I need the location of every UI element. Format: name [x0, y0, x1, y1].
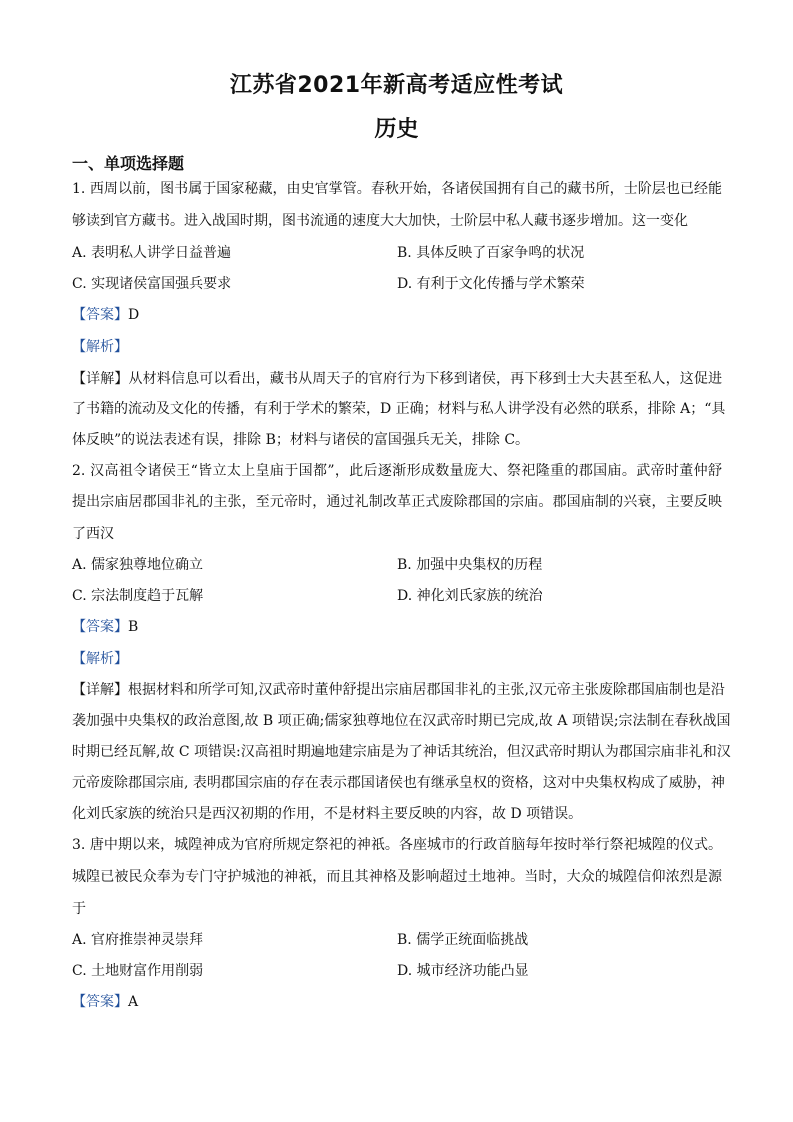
question-2-option-d: D. 神化刘氏家族的统治: [397, 588, 543, 604]
question-2-detail-line: 时期已经瓦解,故 C 项错误:汉高祖时期遍地建宗庙是为了神话其统治，但汉武帝时期认为郡国宗庙非礼和汉: [72, 744, 731, 760]
question-2-stem-line: 2. 汉高祖令诸侯王“皆立太上皇庙于国都”，此后逐渐形成数量庞大、祭祀隆重的郡国庙。武帝时董仲舒: [72, 463, 722, 479]
question-1-analysis: [72, 337, 722, 357]
question-2-analysis: [72, 649, 722, 669]
detail-label: 【详解】: [72, 682, 128, 698]
question-1-option-c: C. 实现诸侯富国强兵要求: [72, 276, 232, 292]
question-1-detail-line: 了书籍的流动及文化的传播，有利于学术的繁荣，D 正确；材料与私人讲学没有必然的联系，排除 A；“具: [72, 401, 726, 417]
answer-label: 【答案】: [72, 994, 128, 1010]
detail-text: 从材料信息可以看出，藏书从周天子的官府行为下移到诸侯，再下移到士大夫甚至私人，这促进: [128, 371, 723, 387]
question-1-answer: [72, 305, 722, 325]
question-2-stem-line: 提出宗庙居郡国非礼的主张，至元帝时，通过礼制改革正式废除郡国的宗庙。郡国庙制的兴衰，主要反映: [72, 494, 722, 510]
question-1-option-d: D. 有利于文化传播与学术繁荣: [397, 276, 585, 292]
subject-title: 历史: [374, 117, 419, 142]
question-3-stem-line: 城隍已被民众奉为专门守护城池的神祇，而且其神格及影响超过土地神。当时，大众的城隍信仰浓烈是源: [72, 869, 722, 885]
question-2-detail-line: 元帝废除郡国宗庙, 表明郡国宗庙的存在表示郡国诸侯也有继承皇权的资格，这对中央集权构成了威胁，神: [72, 775, 725, 791]
question-2-answer: [72, 617, 722, 637]
exam-title: 江苏省2021年新高考适应性考试: [229, 73, 564, 98]
analysis-label: 【解析】: [72, 651, 128, 667]
question-1-detail-line: [72, 369, 722, 389]
answer-label: 【答案】: [72, 307, 128, 323]
question-3-stem-line: 3. 唐中期以来，城隍神成为官府所规定祭祀的神祇。各座城市的行政首脑每年按时举行祭祀城隍的仪式。: [72, 837, 722, 853]
question-2-detail-line: [72, 680, 725, 700]
question-3-answer: [72, 992, 722, 1012]
question-2-stem-line: 了西汉: [72, 526, 114, 542]
answer-value: D: [128, 307, 140, 323]
question-1-option-b: B. 具体反映了百家争鸣的状况: [397, 245, 585, 261]
analysis-label: 【解析】: [72, 339, 128, 355]
question-2-option-b: B. 加强中央集权的历程: [397, 557, 543, 573]
question-1-option-a: A. 表明私人讲学日益普遍: [72, 245, 232, 261]
detail-text: 根据材料和所学可知,汉武帝时董仲舒提出宗庙居郡国非礼的主张,汉元帝主张废除郡国庙制也是沿: [128, 682, 725, 698]
question-3-stem-line: 于: [72, 901, 86, 917]
answer-value: A: [128, 994, 139, 1010]
question-2-option-c: C. 宗法制度趋于瓦解: [72, 588, 204, 604]
question-3-option-b: B. 儒学正统面临挑战: [397, 932, 529, 948]
question-1-detail-line: 体反映”的说法表述有误，排除 B；材料与诸侯的富国强兵无关，排除 C。: [72, 432, 530, 448]
answer-label: 【答案】: [72, 619, 128, 635]
question-3-option-c: C. 土地财富作用削弱: [72, 963, 204, 979]
detail-label: 【详解】: [72, 371, 129, 387]
question-1-stem-line: 1. 西周以前，图书属于国家秘藏，由史官掌管。春秋开始，各诸侯国拥有自己的藏书所，士阶层也已经能: [72, 181, 722, 197]
question-2-detail-line: 化刘氏家族的统治只是西汉初期的作用，不是材料主要反映的内容，故 D 项错误。: [72, 806, 583, 822]
answer-value: B: [128, 619, 139, 635]
question-3-option-d: D. 城市经济功能凸显: [397, 963, 529, 979]
question-3-option-a: A. 官府推崇神灵崇拜: [72, 932, 204, 948]
question-2-option-a: A. 儒家独尊地位确立: [72, 557, 204, 573]
question-2-detail-line: 袭加强中央集权的政治意图,故 B 项正确;儒家独尊地位在汉武帝时期已完成,故 A 项错误;宗法制在春秋战国: [72, 713, 731, 729]
question-1-stem-line: 够读到官方藏书。进入战国时期，图书流通的速度大大加快，士阶层中私人藏书逐步增加。这一变化: [72, 213, 688, 229]
section-heading: 一、单项选择题: [72, 154, 185, 173]
